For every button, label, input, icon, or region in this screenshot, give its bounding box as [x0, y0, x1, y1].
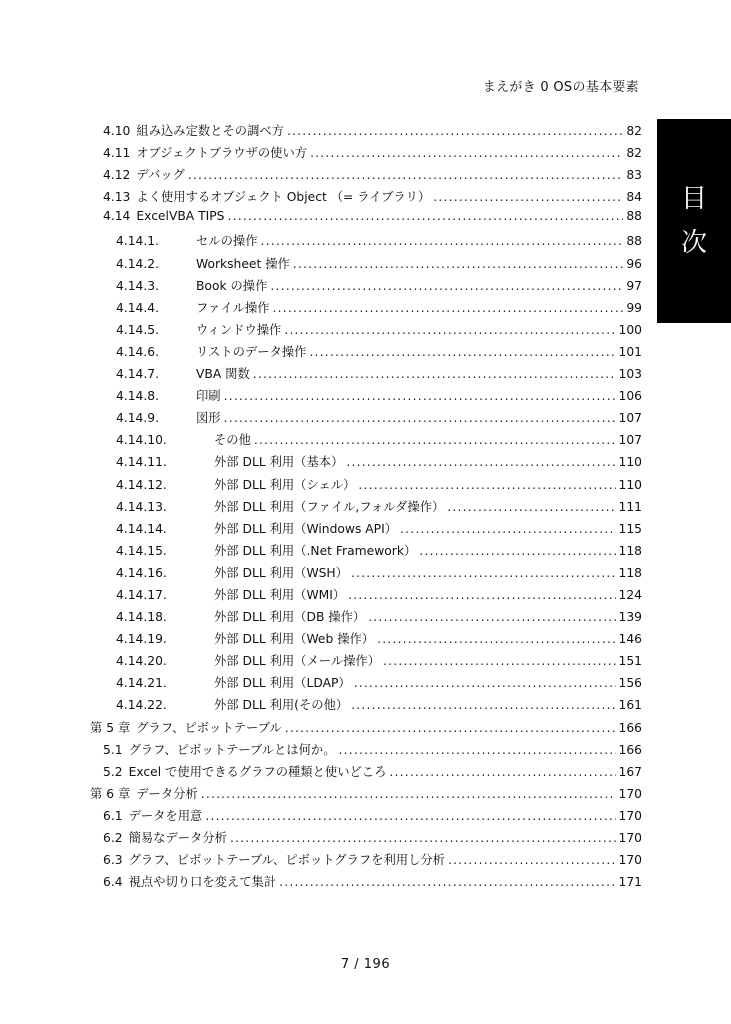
toc-entry-title: ファイル操作 — [196, 300, 270, 315]
toc-entry-page: 103 — [618, 367, 642, 382]
toc-dot-leader — [448, 853, 616, 867]
toc-entry-title: 外部 DLL 利用（ファイル,フォルダ操作） — [214, 499, 445, 514]
toc-entry-number: 4.14.9. — [116, 411, 160, 426]
toc-entry-page: 100 — [618, 322, 642, 337]
toc-entry-number: 4.14.19. — [116, 632, 167, 647]
toc-entry-title: VBA 関数 — [196, 367, 250, 382]
toc-entry-page: 96 — [626, 256, 642, 271]
toc-entry-title: 簡易なデータ分析 — [128, 831, 227, 845]
toc-entry-number: 第 6 章 — [90, 786, 131, 801]
toc-entry-title: 外部 DLL 利用（メール操作） — [214, 654, 381, 669]
toc-entry-number: 4.10 — [103, 124, 131, 138]
toc-entry-number: 6.3 — [103, 853, 123, 868]
toc-entry-title: データを用意 — [128, 808, 203, 823]
toc-entry-page: 139 — [618, 610, 642, 625]
toc-entry-number: 4.11 — [103, 146, 131, 161]
toc-entry-title: 視点や切り口を変えて集計 — [128, 875, 277, 890]
side-tab-char-1: 目 — [680, 184, 707, 214]
toc-entry-number: 4.14.12. — [116, 477, 167, 492]
toc-entry-page: 99 — [626, 300, 642, 315]
toc-entry-number: 6.1 — [103, 808, 123, 823]
toc-entry-page: 118 — [618, 565, 642, 580]
toc-entry-number: 4.14.15. — [116, 543, 167, 558]
toc-entry[interactable] — [90, 342, 642, 364]
toc-dot-leader — [354, 676, 616, 690]
toc-dot-leader — [253, 367, 616, 381]
toc-entry-number: 4.14.21. — [116, 676, 167, 691]
toc-entry[interactable] — [90, 872, 642, 894]
toc-entry-page: 170 — [618, 831, 642, 845]
toc-entry-page: 146 — [618, 632, 642, 647]
toc-entry-number: 4.14.11. — [116, 455, 167, 470]
toc-entry-title: デバッグ — [136, 168, 185, 183]
toc-entry-number: 5.2 — [103, 764, 123, 779]
toc-entry-number: 4.14.6. — [116, 344, 160, 359]
toc-dot-leader — [389, 765, 615, 779]
toc-dot-leader — [270, 279, 623, 293]
toc-entry-number: 4.14.2. — [116, 256, 160, 271]
toc-entry-page: 115 — [618, 521, 642, 536]
toc-entry[interactable] — [90, 762, 642, 784]
toc-entry-number: 4.14.8. — [116, 389, 160, 404]
toc-entry[interactable] — [90, 364, 642, 386]
toc-dot-leader — [339, 743, 616, 757]
toc-entry[interactable] — [90, 231, 642, 253]
toc-dot-leader — [447, 500, 615, 514]
toc-entry-page: 170 — [618, 853, 642, 868]
toc-dot-leader — [285, 721, 616, 735]
toc-entry-number: 5.1 — [103, 742, 123, 757]
toc-dot-leader — [273, 301, 624, 315]
toc-entry-number: 4.14.14. — [116, 521, 167, 536]
toc-entry-page: 82 — [626, 124, 642, 138]
toc-entry-title: 外部 DLL 利用（シェル） — [214, 477, 356, 492]
toc-entry-title: 図形 — [196, 411, 221, 426]
toc-entry[interactable] — [90, 497, 642, 519]
toc-entry-number: 4.14 — [103, 209, 131, 224]
toc-entry-title: グラフ、ピボットテーブル、ピボットグラフを利用し分析 — [128, 853, 445, 868]
toc-entry-title: 外部 DLL 利用（.Net Framework） — [214, 543, 417, 558]
toc-entry[interactable] — [90, 254, 642, 276]
toc-entry[interactable] — [90, 121, 642, 143]
running-header: まえがき 0 OSの基本要素 — [482, 80, 639, 95]
toc-entry-page: 107 — [618, 433, 642, 448]
toc-dot-leader — [201, 787, 616, 801]
toc-entry-title: オブジェクトブラウザの使い方 — [136, 146, 308, 161]
toc-entry-title: 外部 DLL 利用（Windows API） — [214, 521, 398, 536]
toc-entry-title: 外部 DLL 利用（Web 操作） — [214, 632, 375, 647]
toc-entry-number: 4.14.4. — [116, 300, 160, 315]
toc-entry[interactable] — [90, 209, 642, 231]
toc-entry[interactable] — [90, 298, 642, 320]
toc-entry-title: 外部 DLL 利用（LDAP） — [214, 676, 351, 691]
side-tab-char-2: 次 — [680, 228, 707, 258]
toc-entry-page: 111 — [618, 499, 642, 514]
toc-entry-title: グラフ、ピボットテーブルとは何か。 — [128, 742, 336, 757]
toc-entry[interactable] — [90, 806, 642, 828]
toc-dot-leader — [284, 323, 615, 337]
toc-entry-number: 4.14.20. — [116, 654, 167, 669]
toc-dot-leader — [351, 698, 615, 712]
toc-entry-title: よく使用するオブジェクト Object （= ライブラリ） — [136, 190, 431, 205]
toc-entry-number: 4.14.3. — [116, 278, 160, 293]
toc-entry-page: 156 — [618, 676, 642, 691]
toc-entry-page: 110 — [618, 455, 642, 470]
toc-entry-page: 106 — [618, 389, 642, 404]
toc-entry[interactable] — [90, 828, 642, 850]
toc-entry-page: 118 — [618, 543, 642, 558]
toc-entry-title: Excel で使用できるグラフの種類と使いどころ — [128, 764, 387, 779]
toc-entry-page: 107 — [618, 411, 642, 426]
toc-entry[interactable] — [90, 143, 642, 165]
toc-entry-page: 88 — [626, 234, 642, 249]
toc-entry-number: 4.14.18. — [116, 610, 167, 625]
toc-entry[interactable] — [90, 165, 642, 187]
toc-entry-number: 4.14.13. — [116, 499, 167, 514]
toc-dot-leader — [346, 455, 615, 469]
toc-entry-page: 167 — [618, 764, 642, 779]
toc-entry-title: ウィンドウ操作 — [196, 322, 282, 337]
toc-entry-number: 4.14.1. — [116, 234, 160, 249]
toc-entry[interactable] — [90, 430, 642, 452]
toc-entry-number: 4.13 — [103, 190, 131, 205]
toc-entry-page: 88 — [626, 209, 642, 224]
toc-dot-leader — [230, 831, 616, 845]
toc-entry-title: 外部 DLL 利用（WMI） — [214, 587, 346, 602]
toc-dot-leader — [228, 209, 624, 223]
toc-entry-title: その他 — [214, 433, 251, 448]
toc-entry-title: グラフ、ピボットテーブル — [136, 720, 282, 735]
toc-dot-leader — [188, 168, 624, 182]
toc-entry-page: 83 — [626, 168, 642, 183]
toc-dot-leader — [433, 190, 623, 204]
toc-entry-number: 4.14.10. — [116, 433, 167, 448]
contents-side-tab — [657, 119, 731, 323]
toc-entry[interactable] — [90, 629, 642, 651]
toc-entry-number: 6.2 — [103, 831, 123, 845]
toc-dot-leader — [254, 433, 616, 447]
toc-dot-leader — [309, 345, 615, 359]
toc-entry-number: 4.14.22. — [116, 698, 167, 713]
toc-entry-title: データ分析 — [136, 786, 198, 801]
toc-entry-title: 外部 DLL 利用(その他） — [214, 698, 349, 713]
toc-dot-leader — [419, 544, 615, 558]
toc-dot-leader — [348, 588, 615, 602]
toc-dot-leader — [279, 875, 615, 889]
toc-entry-page: 101 — [618, 344, 642, 359]
toc-entry-page: 161 — [618, 698, 642, 713]
toc-entry-number: 第 5 章 — [90, 720, 131, 735]
toc-entry-number: 6.4 — [103, 875, 123, 890]
toc-entry-title: ExcelVBA TIPS — [136, 209, 225, 224]
toc-entry[interactable] — [90, 452, 642, 474]
toc-entry-page: 110 — [618, 477, 642, 492]
toc-entry-title: Worksheet 操作 — [196, 256, 290, 271]
toc-entry[interactable] — [90, 519, 642, 541]
toc-entry-page: 166 — [618, 742, 642, 757]
toc-entry[interactable] — [90, 563, 642, 585]
toc-entry-title: 組み込み定数とその調べ方 — [136, 124, 284, 138]
toc-dot-leader — [383, 654, 616, 668]
toc-entry-title: 印刷 — [196, 389, 221, 404]
toc-entry-page: 84 — [626, 190, 642, 205]
toc-entry-page: 171 — [618, 875, 642, 890]
toc-entry-title: 外部 DLL 利用（DB 操作） — [214, 610, 366, 625]
toc-dot-leader — [377, 632, 615, 646]
toc-entry[interactable] — [90, 651, 642, 673]
toc-dot-leader — [205, 809, 615, 823]
toc-dot-leader — [287, 124, 623, 138]
toc-entry[interactable] — [90, 784, 642, 806]
toc-entry-number: 4.14.17. — [116, 587, 167, 602]
toc-entry[interactable] — [90, 276, 642, 298]
toc-entry-number: 4.12 — [103, 168, 131, 183]
toc-dot-leader — [261, 234, 624, 248]
toc-entry-title: セルの操作 — [196, 234, 258, 249]
toc-dot-leader — [293, 257, 624, 271]
toc-entry-number: 4.14.7. — [116, 367, 160, 382]
toc-entry[interactable] — [90, 386, 642, 408]
toc-dot-leader — [358, 478, 615, 492]
toc-entry[interactable] — [90, 541, 642, 563]
toc-dot-leader — [224, 389, 616, 403]
toc-entry-page: 166 — [618, 720, 642, 735]
toc-entry[interactable] — [90, 695, 642, 717]
toc-dot-leader — [400, 522, 615, 536]
toc-entry[interactable] — [90, 740, 642, 762]
toc-dot-leader — [351, 566, 616, 580]
toc-entry-page: 170 — [618, 786, 642, 801]
toc-entry-page: 97 — [626, 278, 642, 293]
toc-dot-leader — [310, 146, 623, 160]
toc-entry-title: Book の操作 — [196, 278, 268, 293]
toc-entry[interactable] — [90, 673, 642, 695]
toc-entry[interactable] — [90, 187, 642, 209]
toc-entry-title: リストのデータ操作 — [196, 344, 307, 359]
toc-entry-number: 4.14.16. — [116, 565, 167, 580]
toc-entry-page: 170 — [618, 808, 642, 823]
toc-entry-number: 4.14.5. — [116, 322, 160, 337]
toc-entry-page: 151 — [618, 654, 642, 669]
toc-entry[interactable] — [90, 320, 642, 342]
toc-dot-leader — [368, 610, 615, 624]
toc-entry[interactable] — [90, 585, 642, 607]
table-of-contents — [90, 121, 642, 894]
toc-entry[interactable] — [90, 607, 642, 629]
toc-dot-leader — [224, 411, 616, 425]
page-number: 7 / 196 — [340, 957, 391, 972]
toc-entry-title: 外部 DLL 利用（WSH） — [214, 565, 348, 580]
toc-entry[interactable] — [90, 475, 642, 497]
toc-entry[interactable] — [90, 718, 642, 740]
toc-entry[interactable] — [90, 850, 642, 872]
toc-entry-page: 124 — [618, 587, 642, 602]
toc-entry-title: 外部 DLL 利用（基本） — [214, 455, 344, 470]
toc-entry-page: 82 — [626, 146, 642, 161]
toc-entry[interactable] — [90, 408, 642, 430]
